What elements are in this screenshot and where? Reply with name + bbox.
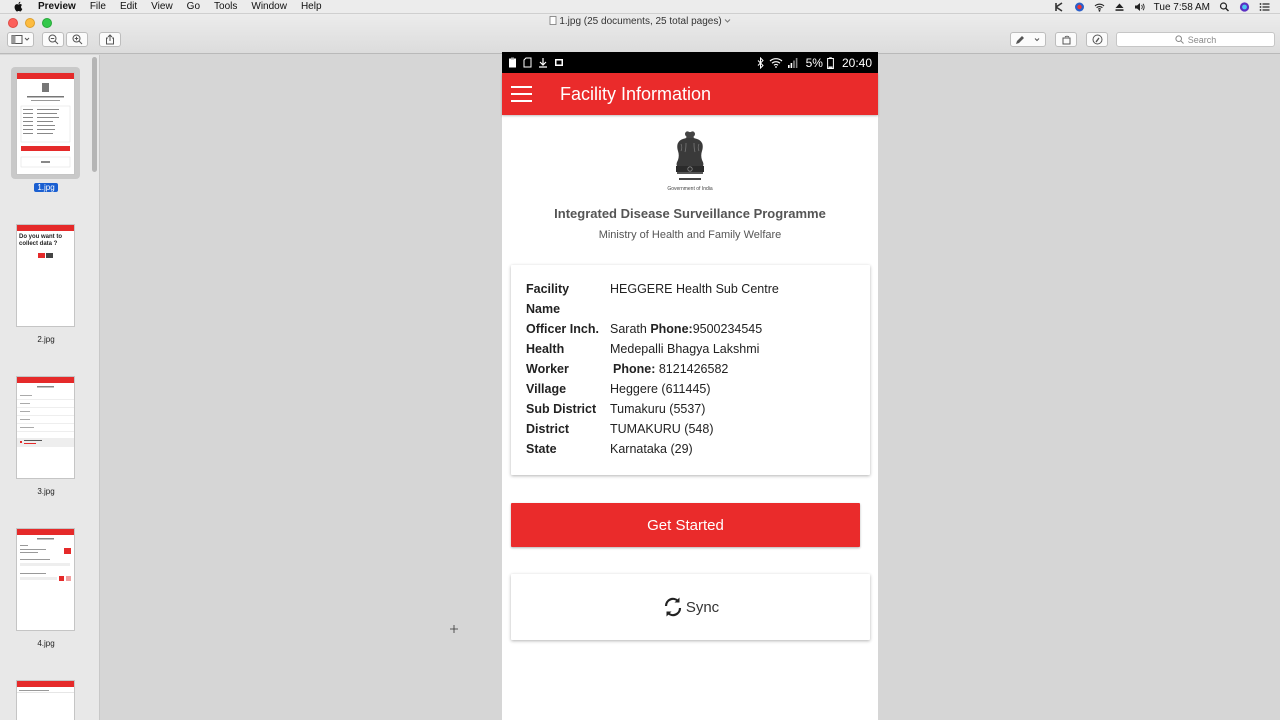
window-titlebar [0,14,1280,54]
table-row [526,399,846,419]
table-row [526,319,846,339]
sd-card-icon [523,57,532,68]
village-key: Village [526,382,567,396]
wifi-icon[interactable] [1094,2,1105,12]
thumbnail-3-label[interactable]: 3.jpg [37,487,55,496]
zoom-in-icon [72,34,83,45]
bluetooth-icon [757,57,765,69]
table-row [526,379,846,399]
thumbnail-3[interactable] [16,376,75,479]
emblem-caption: Government of India [667,186,713,192]
state-value: Karnataka (29) [610,442,693,456]
markup-pen-button[interactable] [1010,32,1046,47]
rotate-button[interactable] [1055,32,1077,47]
officer-phone: 9500234545 [692,322,763,336]
document-icon [549,16,557,25]
table-row [526,339,846,379]
village-value: Heggere (611445) [610,382,711,396]
state-key: State [526,442,557,456]
phone-clock: 20:40 [841,55,872,70]
thumbnail-3-preview [17,383,74,479]
sub-district-value: Tumakuru (5537) [610,402,706,416]
thumbnail-2[interactable] [16,224,75,327]
facility-info-card [511,265,870,475]
search-icon [1175,35,1184,44]
battery-icon [827,57,834,69]
get-started-button[interactable]: Get Started [511,503,860,547]
sync-icon [662,595,684,619]
thumbnail-1[interactable] [16,72,75,175]
download-icon [538,57,548,68]
menu-window[interactable]: Window [251,0,287,12]
thumbnail-2-label[interactable]: 2.jpg [37,335,55,344]
search-field[interactable] [1116,32,1275,47]
worker-phone: 8121426582 [658,362,729,376]
window-title[interactable] [0,16,1280,27]
thumbnail-4-preview [17,535,74,631]
table-row [526,439,846,459]
clipboard-icon [508,57,517,68]
health-worker-name: Medepalli Bhagya Lakshmi [610,342,760,356]
android-status-bar [502,52,878,73]
spotlight-search-icon[interactable] [1219,2,1230,12]
cell-signal-icon [787,57,798,68]
officer-value [604,319,846,339]
menubar [0,0,1280,14]
menu-help[interactable]: Help [300,0,322,12]
sim-card-icon [554,57,564,68]
worker-phone-label: Phone: [613,362,656,376]
pen-icon [1014,35,1042,45]
health-worker-value [604,339,846,379]
thumbnail-1-label[interactable]: 1.jpg [0,183,92,192]
menu-go[interactable]: Go [186,0,201,12]
officer-key: Officer Inch. [526,322,599,336]
wifi-signal-icon [769,57,783,68]
zoom-out-button[interactable] [42,32,64,47]
k-app-icon[interactable] [1054,2,1065,12]
programme-title: Integrated Disease Surveillance Programme [554,206,826,221]
rotate-icon [1061,34,1072,45]
menu-tools[interactable]: Tools [214,0,238,12]
facility-name-value: HEGGERE Health Sub Centre [610,282,779,296]
table-row [526,419,846,439]
national-emblem-logo [668,131,712,193]
window-title-text: 1.jpg (25 documents, 25 total pages) [559,16,722,27]
sidebar-icon [11,35,31,44]
notification-center-icon[interactable] [1259,2,1270,12]
siri-icon[interactable] [1239,2,1250,12]
officer-phone-label: Phone: [650,322,693,336]
facility-name-key: Facility Name [526,282,570,316]
zoom-in-button[interactable] [66,32,88,47]
app-bar [502,73,878,115]
sync-button[interactable] [511,574,870,640]
markup-icon [1092,34,1103,45]
menu-preview[interactable]: Preview [38,0,76,12]
battery-percent: 5% [805,55,823,70]
app-bar-title: Facility Information [560,83,712,104]
thumbnail-2-text: Do you want to collect data ? [19,234,62,247]
menubar-clock[interactable]: Tue 7:58 AM [1153,1,1210,13]
eject-icon[interactable] [1114,2,1125,12]
thumbnail-4-label[interactable]: 4.jpg [37,639,55,648]
sync-label: Sync [685,598,720,616]
markup-toolbar-button[interactable] [1086,32,1108,47]
district-value: TUMAKURU (548) [610,422,714,436]
sidebar-view-button[interactable] [7,32,34,47]
zoom-out-icon [48,34,59,45]
record-icon[interactable] [1074,2,1085,12]
apple-icon[interactable] [12,1,26,12]
volume-icon[interactable] [1134,2,1145,12]
share-icon [105,34,115,45]
crosshair-cursor-icon [450,625,458,633]
thumbnail-2-buttons [17,251,74,261]
menu-edit[interactable]: Edit [119,0,138,12]
menu-file[interactable]: File [89,0,106,12]
thumbnail-5-preview [17,687,74,720]
officer-name: Sarath [610,322,647,336]
thumbnail-5[interactable] [16,680,75,720]
district-key: District [526,422,570,436]
table-row [526,279,846,319]
chevron-down-icon [724,18,731,24]
search-placeholder: Search [1187,34,1217,45]
ministry-subtitle: Ministry of Health and Family Welfare [598,229,782,241]
menu-hamburger-icon[interactable] [511,86,532,102]
sub-district-key: Sub District [526,402,597,416]
thumbnail-sidebar[interactable] [0,55,100,720]
sidebar-scrollbar[interactable] [92,57,97,172]
phone-screenshot [502,52,878,720]
thumbnail-1-preview [17,79,74,175]
share-button[interactable] [99,32,121,47]
facility-info-table [526,279,846,459]
menu-view[interactable]: View [151,0,173,12]
thumbnail-4[interactable] [16,528,75,631]
health-worker-key: Health Worker [526,342,569,376]
